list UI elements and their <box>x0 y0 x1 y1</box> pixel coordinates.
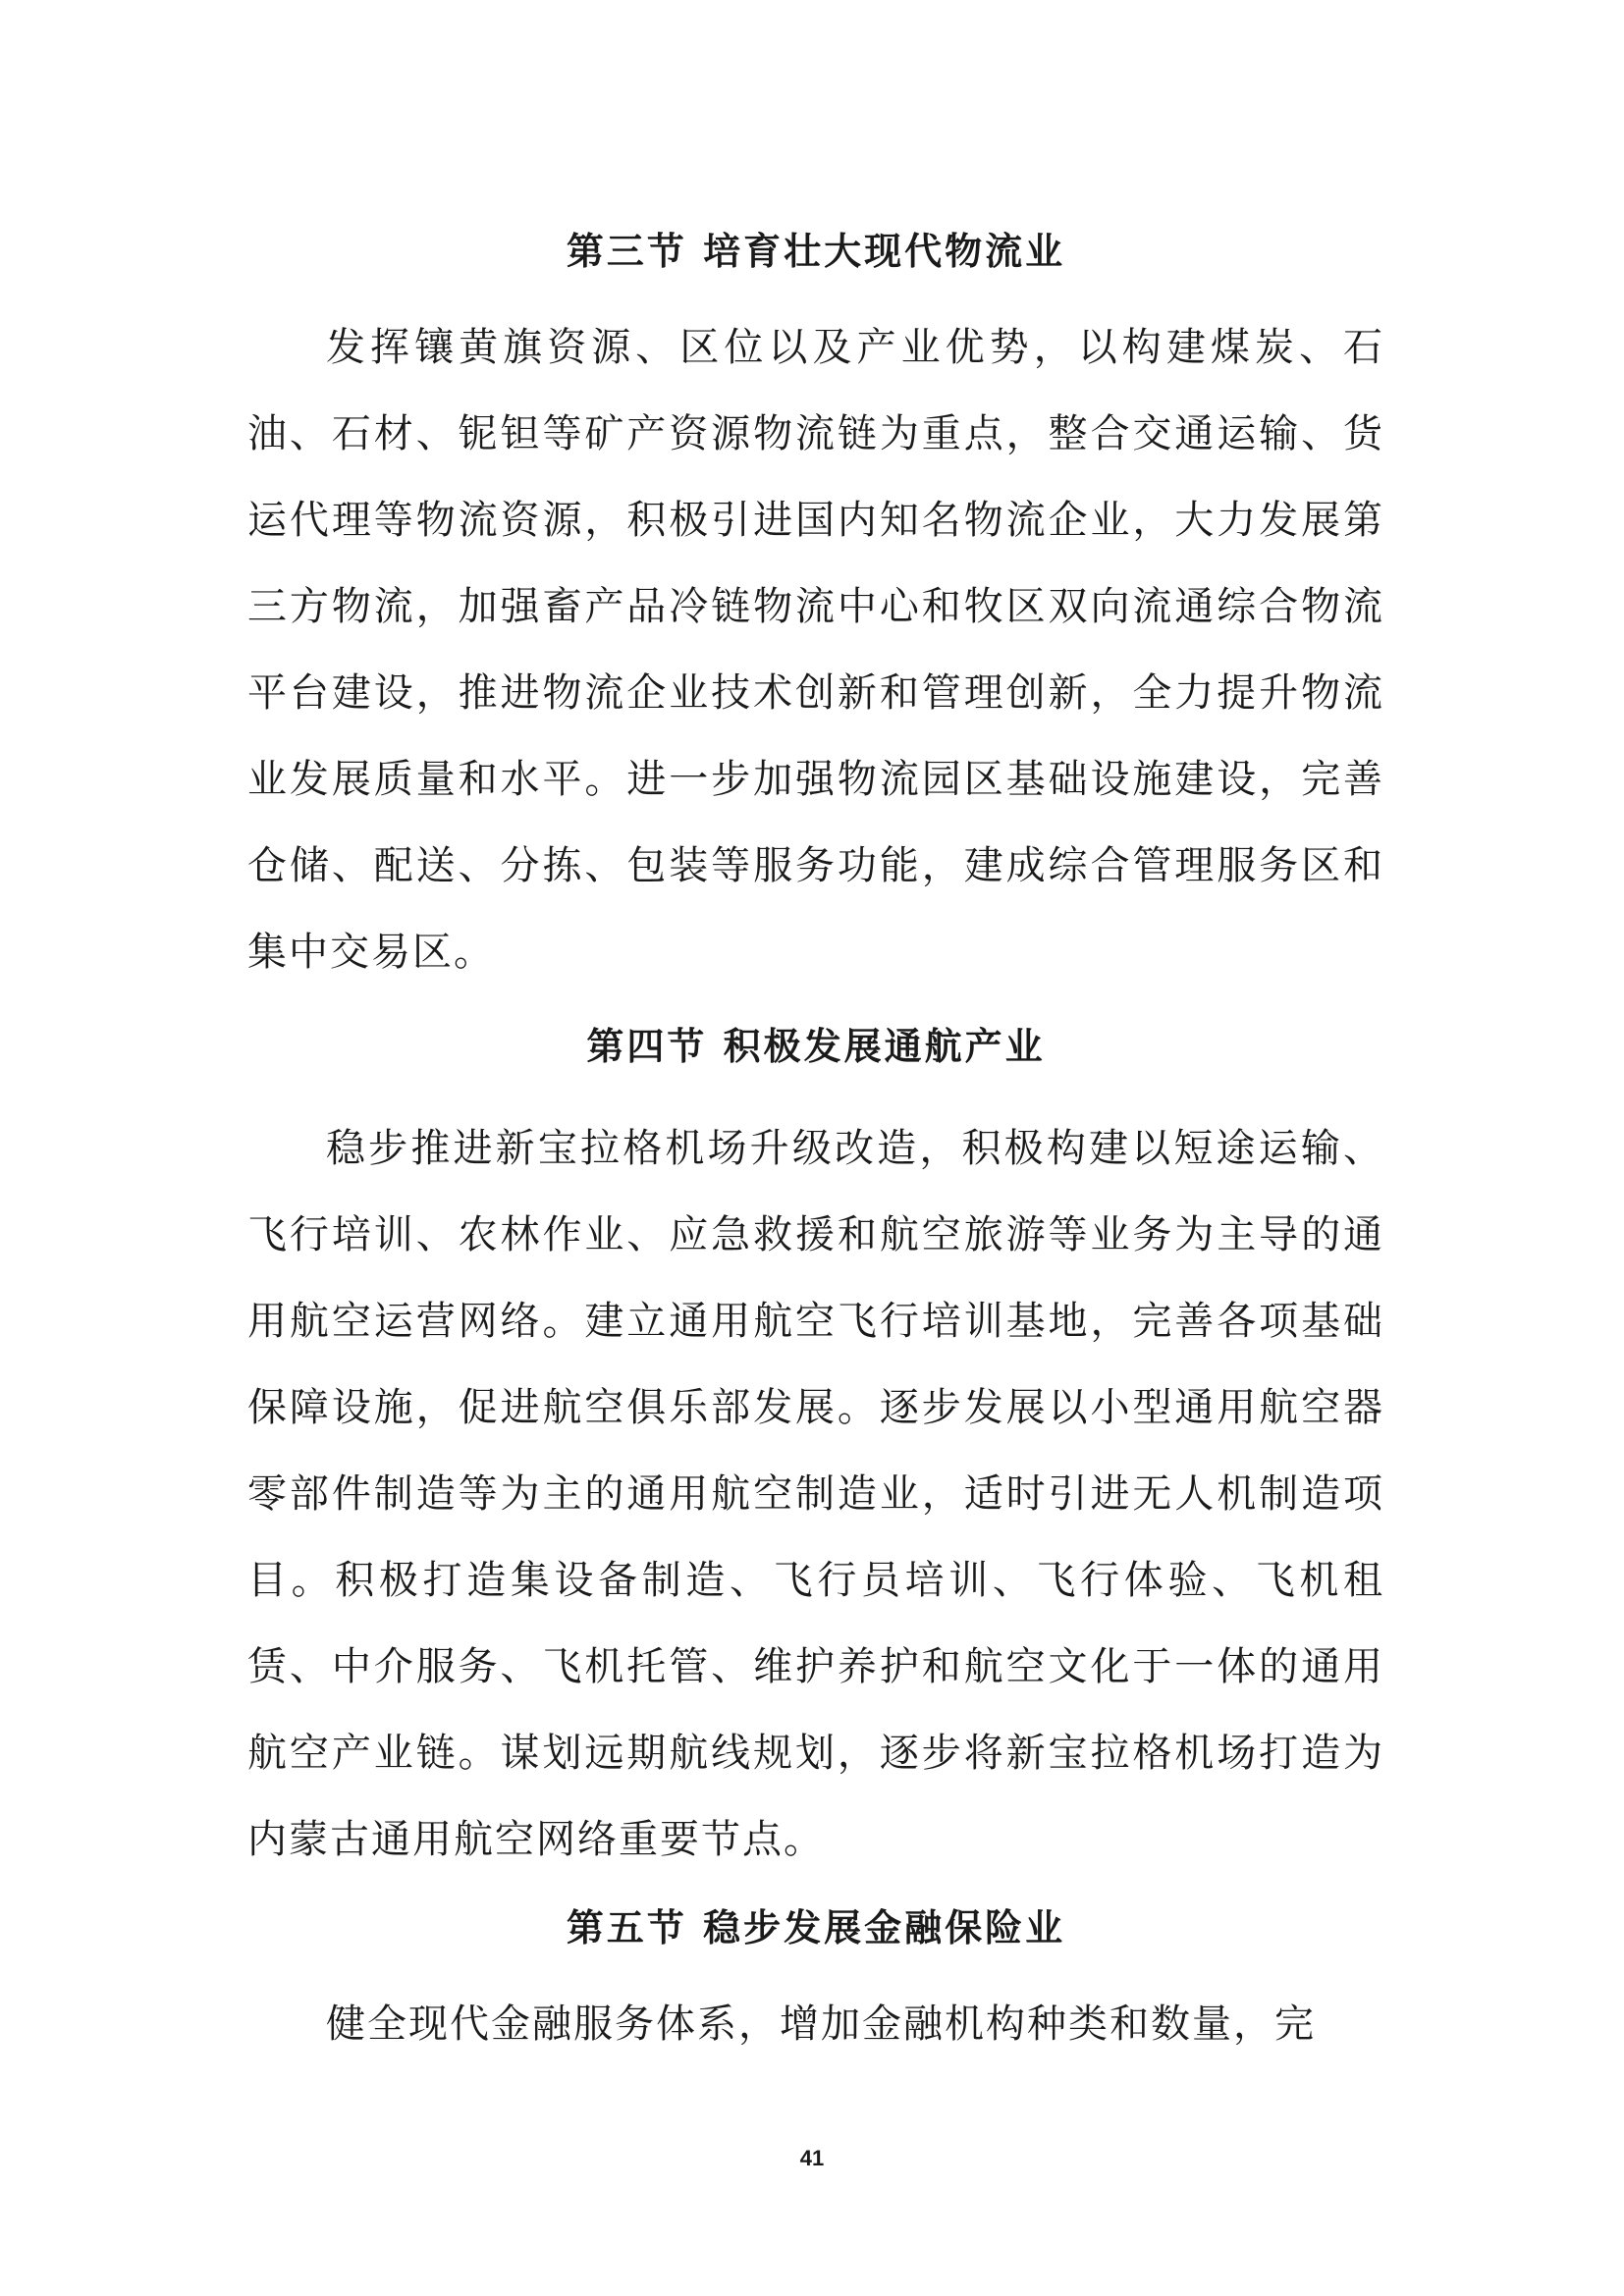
section-heading-5: 第五节 稳步发展金融保险业 <box>566 1906 1066 1949</box>
section-paragraph-3: 发挥镶黄旗资源、区位以及产业优势，以构建煤炭、石油、石材、铌钽等矿产资源物流链为重点，整合交通运输、货运代理等物流资源，积极引进国内知名物流企业，大力发展第三方物流，加强畜产品冷链物流中心和牧区双向流通综合物流平台建设，推进物流企业技术创新和管理创新，全力提升物流业发展质量和水平。进一步加强物流园区基础设施建设，完善仓储、配送、分拣、包装等服务功能，建成综合管理服务区和集中交易区。 <box>247 325 1384 975</box>
section-paragraph-4: 稳步推进新宝拉格机场升级改造，积极构建以短途运输、飞行培训、农林作业、应急救援和航空旅游等业务为主导的通用航空运营网络。建立通用航空飞行培训基地，完善各项基础保障设施，促进航空俱乐部发展。逐步发展以小型通用航空器零部件制造等为主的通用航空制造业，适时引进无人机制造项目。积极打造集设备制造、飞行员培训、飞行体验、飞机租赁、中介服务、飞机托管、维护养护和航空文化于一体的通用航空产业链。谋划远期航线规划，逐步将新宝拉格机场打造为内蒙古通用航空网络重要节点。 <box>247 1126 1384 1862</box>
section-heading-4: 第四节 积极发展通航产业 <box>586 1025 1046 1068</box>
section-paragraph-5: 健全现代金融服务体系，增加金融机构种类和数量，完 <box>326 2002 1316 2047</box>
section-heading-3: 第三节 培育壮大现代物流业 <box>566 230 1066 273</box>
page-number: 41 <box>799 2146 825 2170</box>
